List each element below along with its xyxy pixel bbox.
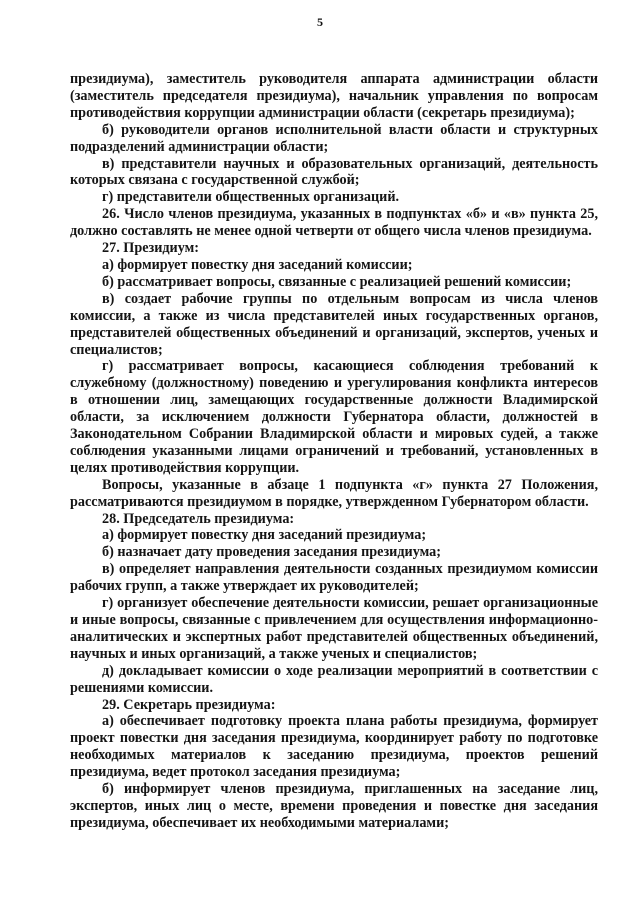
paragraph-27-heading: 27. Президиум: (102, 240, 200, 257)
paragraph-25g: г) представители общественных организаций. (102, 189, 400, 206)
paragraph-29a: а) обеспечивает подготовку проекта плана работы президиума, формирует проект повестки дня заседания президиума, координирует работу по подготовке необходимых материалов к заседанию президиума, проектов решений президиума, ведет протокол заседания президиума; (70, 713, 598, 781)
document-body (70, 71, 598, 832)
paragraph-29b: б) информирует членов президиума, приглашенных на заседание лиц, экспертов, иных лиц о месте, времени проведения и повестке дня заседания президиума, обеспечивает их необходимыми материалами; (70, 781, 598, 831)
paragraph-28b: б) назначает дату проведения заседания президиума; (102, 544, 441, 561)
paragraph-28g: г) организует обеспечение деятельности комиссии, решает организационные и иные вопросы, связанные с привлечением для осуществления информационно-аналитических и экспертных работ представителей общественных объединений, научных и иных организаций, а также ученых и специалистов; (70, 595, 598, 662)
paragraph-27a: а) формирует повестку дня заседаний комиссии; (102, 256, 413, 273)
page-number: 5 (317, 15, 323, 29)
paragraph-27v: в) создает рабочие группы по отдельным вопросам из числа членов комиссии, а также из числа представителей иных государственных органов, представителей общественных объединений и организаций, экспертов, ученых и специалистов; (70, 290, 598, 358)
paragraph-27g: г) рассматривает вопросы, касающиеся соблюдения требований к служебному (должностному) поведению и урегулирования конфликта интересов в отношении лиц, замещающих государственные должности Владимирской области, за исключением должности Губернатора области, должностей в Законодательном Собрании Владимирской области и мировых судей, а также соблюдения указанными лицами ограничений и требований, установленных в целях противодействия коррупции. (70, 358, 598, 476)
paragraph-28a: а) формирует повестку дня заседаний президиума; (102, 527, 427, 544)
paragraph-27b: б) рассматривает вопросы, связанные с реализацией решений комиссии; (102, 273, 572, 290)
paragraph-25v: в) представители научных и образовательных организаций, деятельность которых связана с государственной службой; (70, 155, 598, 189)
paragraph-28d: д) докладывает комиссии о ходе реализации мероприятий в соответствии с решениями комиссии. (70, 662, 598, 696)
paragraph-28-heading: 28. Председатель президиума: (102, 510, 295, 527)
paragraph-27-note: Вопросы, указанные в абзаце 1 подпункта «г» пункта 27 Положения, рассматриваются президиумом в порядке, утвержденном Губернатором области. (70, 476, 598, 510)
paragraph-26: 26. Число членов президиума, указанных в подпунктах «б» и «в» пункта 25, должно составлять не менее одной четверти от общего числа членов президиума. (70, 206, 598, 240)
paragraph-25b: б) руководители органов исполнительной власти области и структурных подразделений администрации области; (70, 121, 598, 155)
paragraph-28v: в) определяет направления деятельности созданных президиумом комиссии рабочих групп, а также утверждает их руководителей; (70, 561, 598, 595)
paragraph-continuation: президиума), заместитель руководителя аппарата администрации области (заместитель председателя президиума), начальник управления по вопросам противодействия коррупции администрации области (секретарь президиума); (70, 71, 598, 121)
paragraph-29-heading: 29. Секретарь президиума: (102, 696, 276, 713)
